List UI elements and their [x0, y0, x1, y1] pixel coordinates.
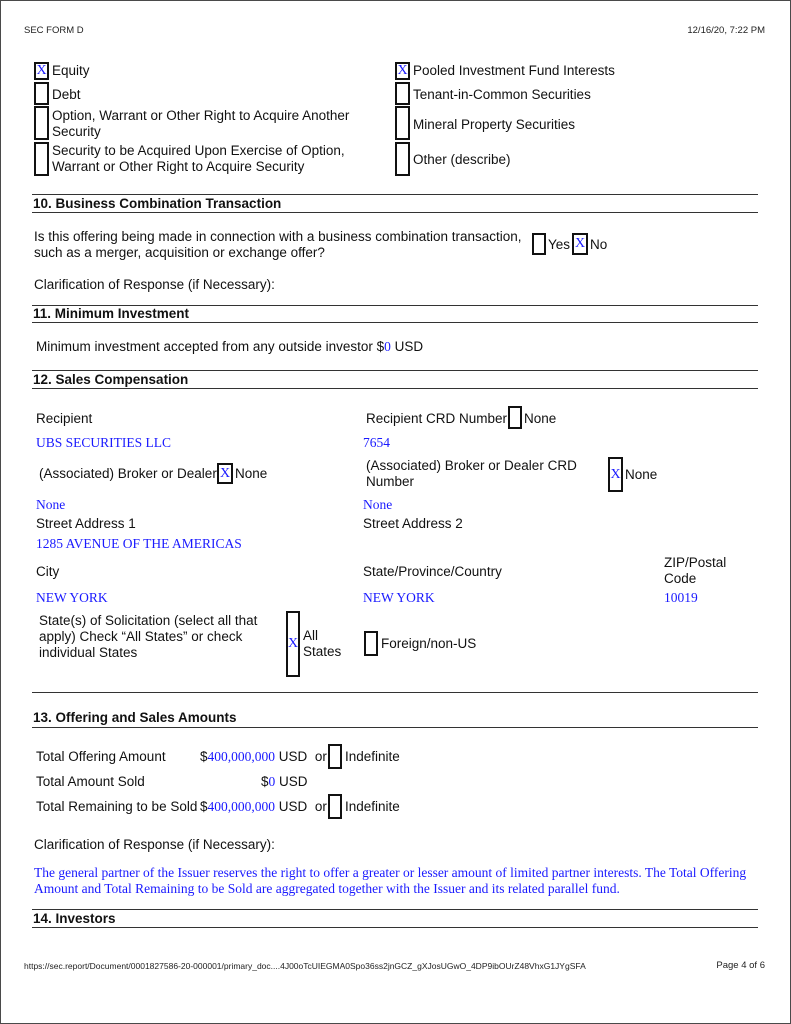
section-10-title: 10. Business Combination Transaction: [33, 196, 282, 211]
indefinite-offering-checkbox[interactable]: [328, 744, 342, 769]
total-sold-amount: $0 USD: [261, 774, 308, 789]
mineral-checkbox[interactable]: [395, 106, 410, 140]
city-value: NEW YORK: [36, 590, 108, 605]
street1-value: 1285 AVENUE OF THE AMERICAS: [36, 536, 242, 551]
broker-none-checkbox[interactable]: X: [217, 463, 233, 484]
footer-url: https://sec.report/Document/0001827586-20-000001/primary_doc....4J00oTcUIEGMA0Spo36ss2jnGCZ_gXJosUGwO_4DP9ibOUrZ48VhxG1JYgSFA: [24, 961, 586, 971]
clarification-label: Clarification of Response (if Necessary):: [34, 277, 275, 292]
document-page: [1, 1, 790, 1023]
security-exercise-checkbox[interactable]: [34, 142, 49, 176]
divider: [32, 927, 758, 928]
divider: [32, 388, 758, 389]
zip-value: 10019: [664, 590, 698, 605]
zip-label: ZIP/Postal Code: [664, 555, 727, 586]
crd-label: Recipient CRD Number: [366, 411, 508, 426]
section-12-title: 12. Sales Compensation: [33, 372, 189, 387]
minimum-investment-text: Minimum investment accepted from any outside investor $: [36, 339, 385, 354]
equity-checkbox[interactable]: X: [34, 62, 49, 80]
business-combination-question: Is this offering being made in connection with a business combination transaction, such as a merger, acquisition or exchange offer?: [34, 229, 522, 260]
pooled-checkbox[interactable]: X: [395, 62, 410, 80]
currency: USD: [279, 774, 308, 789]
city-label: City: [36, 564, 60, 579]
broker-value: None: [36, 497, 66, 512]
broker-none-label: None: [235, 466, 268, 481]
clarification-text: The general partner of the Issuer reserves the right to offer a greater or lesser amount of limited partner interests. The Total Offering Amount and Total Remaining to be Sold are aggregated together with the Issuer and its related parallel fund.: [34, 865, 747, 896]
total-offering-amount: $400,000,000 USD or: [200, 749, 327, 764]
recipient-label: Recipient: [36, 411, 93, 426]
option-checkbox[interactable]: [34, 106, 49, 140]
divider: [32, 727, 758, 728]
clarification-label: Clarification of Response (if Necessary):: [34, 837, 275, 852]
or-text: or: [314, 749, 327, 764]
total-remaining-amount: $400,000,000 USD or: [200, 799, 327, 814]
divider: [32, 322, 758, 323]
pooled-label: Pooled Investment Fund Interests: [413, 63, 615, 78]
tenant-label: Tenant-in-Common Securities: [413, 87, 591, 102]
yes-checkbox[interactable]: [532, 233, 546, 255]
mineral-label: Mineral Property Securities: [413, 117, 576, 132]
street1-label: Street Address 1: [36, 516, 136, 531]
indefinite-offering-label: Indefinite: [345, 749, 400, 764]
street2-label: Street Address 2: [363, 516, 463, 531]
broker-crd-none-checkbox[interactable]: X: [608, 457, 623, 492]
minimum-investment-line: [36, 339, 423, 355]
indefinite-remaining-checkbox[interactable]: [328, 794, 342, 819]
currency: USD: [278, 799, 308, 814]
security-exercise-label: Security to be Acquired Upon Exercise of Option, Warrant or Other Right to Acquire Security: [52, 143, 345, 174]
divider: [32, 194, 758, 195]
crd-value: 7654: [363, 435, 390, 450]
no-checkbox[interactable]: X: [572, 233, 588, 255]
equity-label: Equity: [52, 63, 90, 78]
crd-none-checkbox[interactable]: [508, 406, 522, 429]
indefinite-remaining-label: Indefinite: [345, 799, 400, 814]
total-offering-value: 400,000,000: [207, 749, 276, 764]
divider: [32, 692, 758, 693]
yes-label: Yes: [548, 237, 571, 252]
tenant-checkbox[interactable]: [395, 82, 410, 105]
total-sold-value: 0: [268, 774, 276, 789]
solicitation-label: State(s) of Solicitation (select all that apply) Check “All States” or check individual States: [39, 613, 258, 660]
state-label: State/Province/Country: [363, 564, 502, 579]
broker-crd-none-label: None: [625, 467, 658, 482]
total-remaining-value: 400,000,000: [207, 799, 276, 814]
header-timestamp: 12/16/20, 7:22 PM: [687, 25, 765, 36]
minimum-investment-value: 0: [384, 339, 391, 354]
header-title: SEC FORM D: [24, 25, 84, 36]
debt-label: Debt: [52, 87, 81, 102]
total-remaining-label: Total Remaining to be Sold: [36, 799, 198, 814]
broker-crd-label: (Associated) Broker or Dealer CRD Number: [366, 458, 577, 489]
currency: USD: [278, 749, 308, 764]
debt-checkbox[interactable]: [34, 82, 49, 105]
other-label: Other (describe): [413, 152, 511, 167]
minimum-investment-currency: USD: [394, 339, 424, 354]
divider: [32, 909, 758, 910]
section-11-title: 11. Minimum Investment: [33, 306, 190, 321]
section-14-title: 14. Investors: [33, 911, 116, 926]
foreign-checkbox[interactable]: [364, 631, 378, 656]
foreign-label: Foreign/non-US: [381, 636, 477, 651]
crd-none-label: None: [524, 411, 557, 426]
section-13-title: 13. Offering and Sales Amounts: [33, 710, 237, 725]
total-offering-label: Total Offering Amount: [36, 749, 166, 764]
total-sold-label: Total Amount Sold: [36, 774, 145, 789]
option-label: Option, Warrant or Other Right to Acquire Another Security: [52, 108, 350, 139]
state-value: NEW YORK: [363, 590, 435, 605]
page-number: Page 4 of 6: [716, 960, 765, 971]
all-states-label: All States: [303, 628, 342, 659]
broker-label: (Associated) Broker or Dealer: [39, 466, 217, 481]
broker-crd-value: None: [363, 497, 393, 512]
no-label: No: [590, 237, 608, 252]
other-checkbox[interactable]: [395, 142, 410, 176]
divider: [32, 212, 758, 213]
divider: [32, 370, 758, 371]
or-text: or: [314, 799, 327, 814]
all-states-checkbox[interactable]: X: [286, 611, 300, 677]
recipient-value: UBS SECURITIES LLC: [36, 435, 172, 450]
